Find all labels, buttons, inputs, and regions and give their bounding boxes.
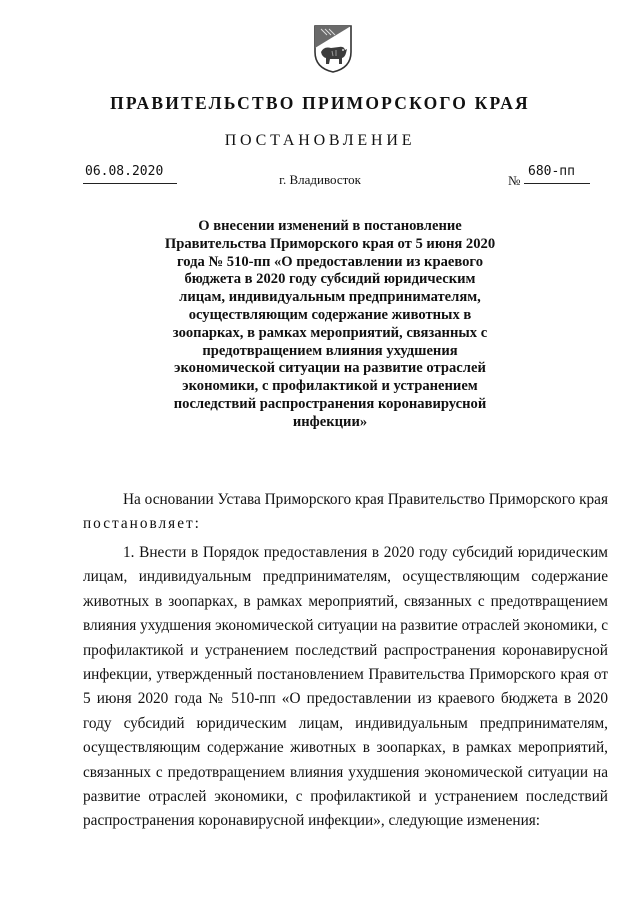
document-date: 06.08.2020 — [83, 164, 177, 184]
document-number: 680-пп — [524, 164, 590, 184]
resolves-word: постановляет: — [83, 515, 201, 533]
clause-1-paragraph: 1. Внести в Порядок предоставления в 2020 году субсидий юридическим лицам, индивидуальным предпринимателям, осуществляющим содержание животных в зоопарках, в рамках мероприятий, связанных с предотвращением влияния ухудшения экономической ситуации на развитие отраслей экономики, с профилактикой и устранением последствий распространения коронавирусной инфекции, утвержденный постановлением Правительства Приморского края от 5 июня 2020 года № 510-пп «О предоставлении из краевого бюджета в 2020 году субсидий юридическим лицам, индивидуальным предпринимателям, осуществляющим содержание животных в зоопарках, в рамках мероприятий, связанных с предотвращением влияния ухудшения экономической ситуации на развитие отраслей экономики, с профилактикой и устранением последствий распространения коронавирусной инфекции», следующие изменения: — [83, 544, 608, 830]
preamble-paragraph — [83, 488, 608, 537]
document-type: ПОСТАНОВЛЕНИЕ — [224, 132, 416, 149]
preamble-text: На основании Устава Приморского края Правительство Приморского края — [123, 491, 608, 508]
document-city: г. Владивосток — [279, 172, 361, 187]
document-subject: О внесении изменений в постановление Правительства Приморского края от 5 июня 2020 года № 510-пп «О предоставлении из краевого бюджета в 2020 году субсидий юридическим лицам, индивидуальным предпринимателям, осуществляющим содержание животных в зоопарках, в рамках мероприятий, связанных с предотвращением влияния ухудшения экономической ситуации на развитие отраслей экономики, с профилактикой и устранением последствий распространения коронавирусной инфекции» — [164, 218, 496, 430]
coat-of-arms-icon — [312, 22, 354, 74]
government-title: ПРАВИТЕЛЬСТВО ПРИМОРСКОГО КРАЯ — [110, 93, 530, 113]
number-sign: № — [508, 173, 521, 188]
